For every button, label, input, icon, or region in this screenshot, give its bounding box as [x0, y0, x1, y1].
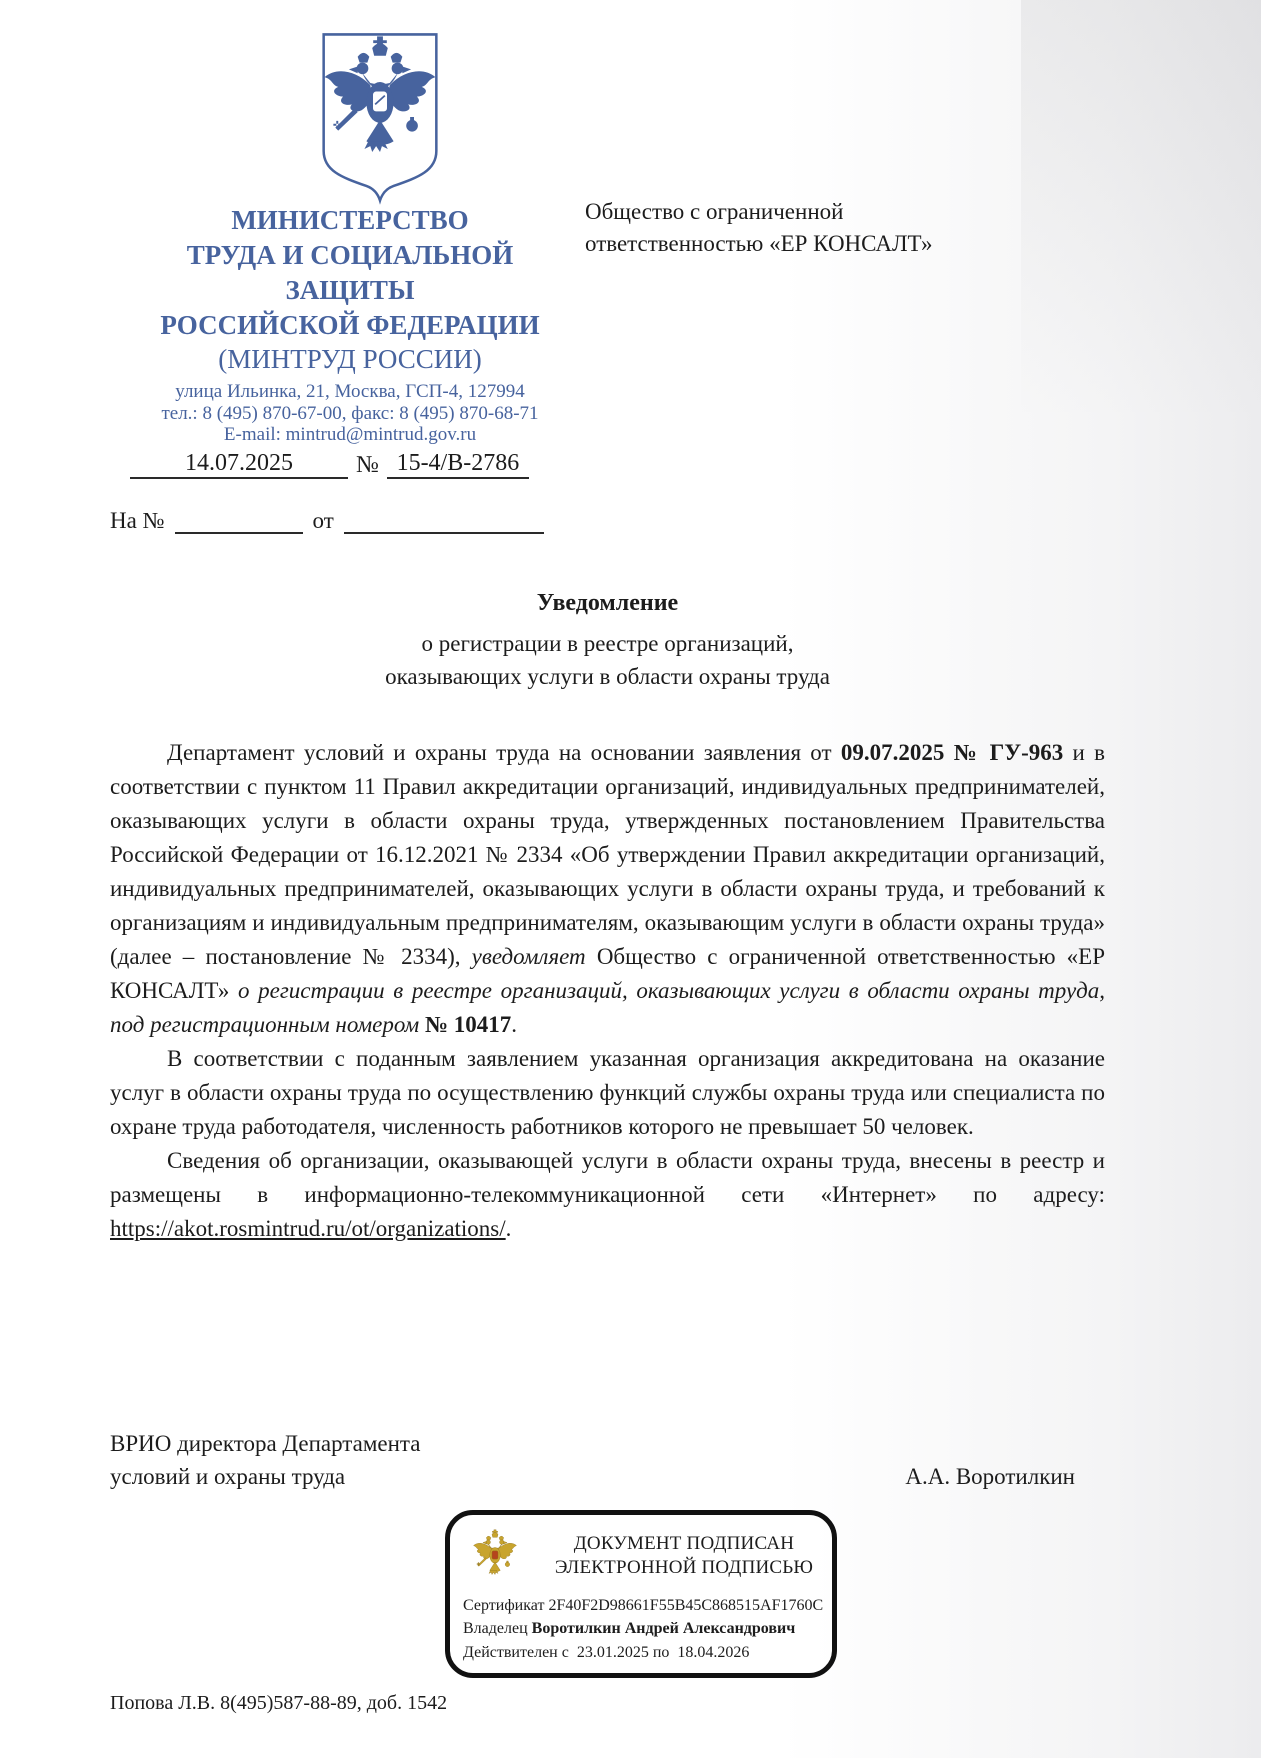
body-paragraph-1 — [110, 736, 1105, 1042]
body-paragraph-2 — [110, 1042, 1105, 1144]
document-title: Уведомление — [536, 590, 679, 616]
ministry-address: улица Ильинка, 21, Москва, ГСП-4, 127994 — [175, 381, 525, 402]
text-segment: Сведения об организации, оказывающей услуги в области охраны труда, внесены в реестр и размещены в информационно-телекоммуникационной сети «Интернет» по адресу: — [110, 1148, 1105, 1207]
outgoing-date: 14.07.2025 — [130, 450, 348, 479]
ministry-contact-block — [110, 381, 590, 446]
recipient-line: ответственностью «ЕР КОНСАЛТ» — [585, 230, 933, 256]
text-segment: Общество с ограниченной ответственностью «ЕР КОНСАЛТ» — [110, 944, 1106, 1003]
letter-body — [110, 736, 1105, 1246]
text-segment: . — [505, 1216, 512, 1241]
ministry-name-line: ЗАЩИТЫ — [285, 275, 415, 305]
text-segment: В соответствии с поданным заявлением указанная организация аккредитована на оказание услуг в области охраны труда по осуществлению функций службы охраны труда или специалиста по охране труда работодателя, численность работников которого не превышает 50 человек. — [110, 1046, 1105, 1139]
reply-reference-row — [110, 508, 580, 534]
certificate-label: Сертификат — [463, 1596, 545, 1614]
validity-row — [463, 1641, 824, 1665]
russia-coat-of-arms-icon — [312, 26, 448, 208]
scan-shade — [1021, 0, 1261, 420]
validity-value: с 23.01.2025 по 18.04.2026 — [561, 1643, 750, 1661]
reply-date-blank — [344, 532, 544, 534]
document-subtitle-line: о регистрации в реестре организаций, — [421, 631, 794, 656]
stamp-details — [463, 1594, 824, 1665]
text-segment: . — [511, 1012, 518, 1037]
stamp-title — [542, 1532, 826, 1580]
signer-name: А.А. Воротилкин — [905, 1464, 1075, 1489]
signer-position-line: ВРИО директора Департамента — [110, 1431, 421, 1456]
ministry-name-line: РОССИЙСКОЙ ФЕДЕРАЦИИ — [160, 310, 540, 340]
stamp-title-line: ДОКУМЕНТ ПОДПИСАН — [573, 1533, 795, 1554]
ministry-name-line: МИНИСТЕРСТВО — [231, 205, 469, 235]
certificate-row — [463, 1594, 824, 1618]
certificate-value: 2F40F2D98661F55B45C868515AF1760C — [548, 1596, 824, 1614]
outgoing-date-number-row — [130, 450, 540, 479]
ministry-short-name: (МИНТРУД РОССИИ) — [218, 344, 482, 374]
text-segment: уведомляет — [471, 944, 586, 969]
electronic-signature-stamp — [445, 1510, 837, 1678]
validity-label: Действителен — [463, 1643, 558, 1661]
recipient-line: Общество с ограниченной — [585, 199, 844, 224]
text-segment: № 10417 — [424, 1012, 512, 1037]
text-segment: о регистрации в реестре организаций, оказывающих услуги в области охраны труда, под регистрационным номером — [110, 978, 1105, 1037]
numero-sign: № — [356, 452, 379, 478]
document-title-block — [110, 588, 1105, 693]
reply-to-label: На № — [110, 508, 165, 533]
russia-coat-of-arms-gold-icon — [466, 1526, 524, 1596]
owner-label: Владелец — [463, 1620, 528, 1637]
ministry-name — [110, 203, 590, 343]
body-paragraph-3 — [110, 1144, 1105, 1246]
reply-from-label: от — [312, 508, 334, 533]
ministry-phone: тел.: 8 (495) 870-67-00, факс: 8 (495) 870-68-71 — [161, 402, 539, 424]
text-segment: 09.07.2025 № ГУ-963 — [840, 740, 1064, 765]
owner-value: Воротилкин Андрей Александрович — [531, 1620, 796, 1637]
outgoing-number: 15-4/В-2786 — [387, 450, 529, 479]
signer-position — [110, 1427, 420, 1493]
registry-url-link[interactable]: https://akot.rosmintrud.ru/ot/organizations/ — [110, 1216, 506, 1241]
signature-block — [110, 1427, 1105, 1493]
ministry-name-line: ТРУДА И СОЦИАЛЬНОЙ — [186, 240, 514, 270]
text-segment: Департамент условий и охраны труда на основании заявления от — [167, 740, 841, 765]
reply-number-blank — [175, 532, 303, 534]
executor-contact: Попова Л.В. 8(495)587-88-89, доб. 1542 — [110, 1692, 448, 1714]
owner-row — [463, 1617, 824, 1641]
text-segment: и в соответствии с пунктом 11 Правил аккредитации организаций, индивидуальных предпринимателей, оказывающих услуги в области охраны труда, утвержденных постановлением Правительства Российской Федерации от 16.12.2021 № 2334 «Об утверждении Правил аккредитации организаций, индивидуальных предпринимателей, оказывающих услуги в области охраны труда, и требований к организациям и индивидуальным предпринимателям, оказывающим услуги в области охраны труда» (далее – постановление № 2334), — [110, 740, 1106, 969]
stamp-title-line: ЭЛЕКТРОННОЙ ПОДПИСЬЮ — [554, 1557, 814, 1578]
document-subtitle-line: оказывающих услуги в области охраны труда — [385, 664, 830, 689]
signer-position-line: условий и охраны труда — [110, 1464, 346, 1489]
ministry-email: E-mail: mintrud@mintrud.gov.ru — [223, 424, 477, 445]
recipient-block — [585, 196, 1025, 259]
